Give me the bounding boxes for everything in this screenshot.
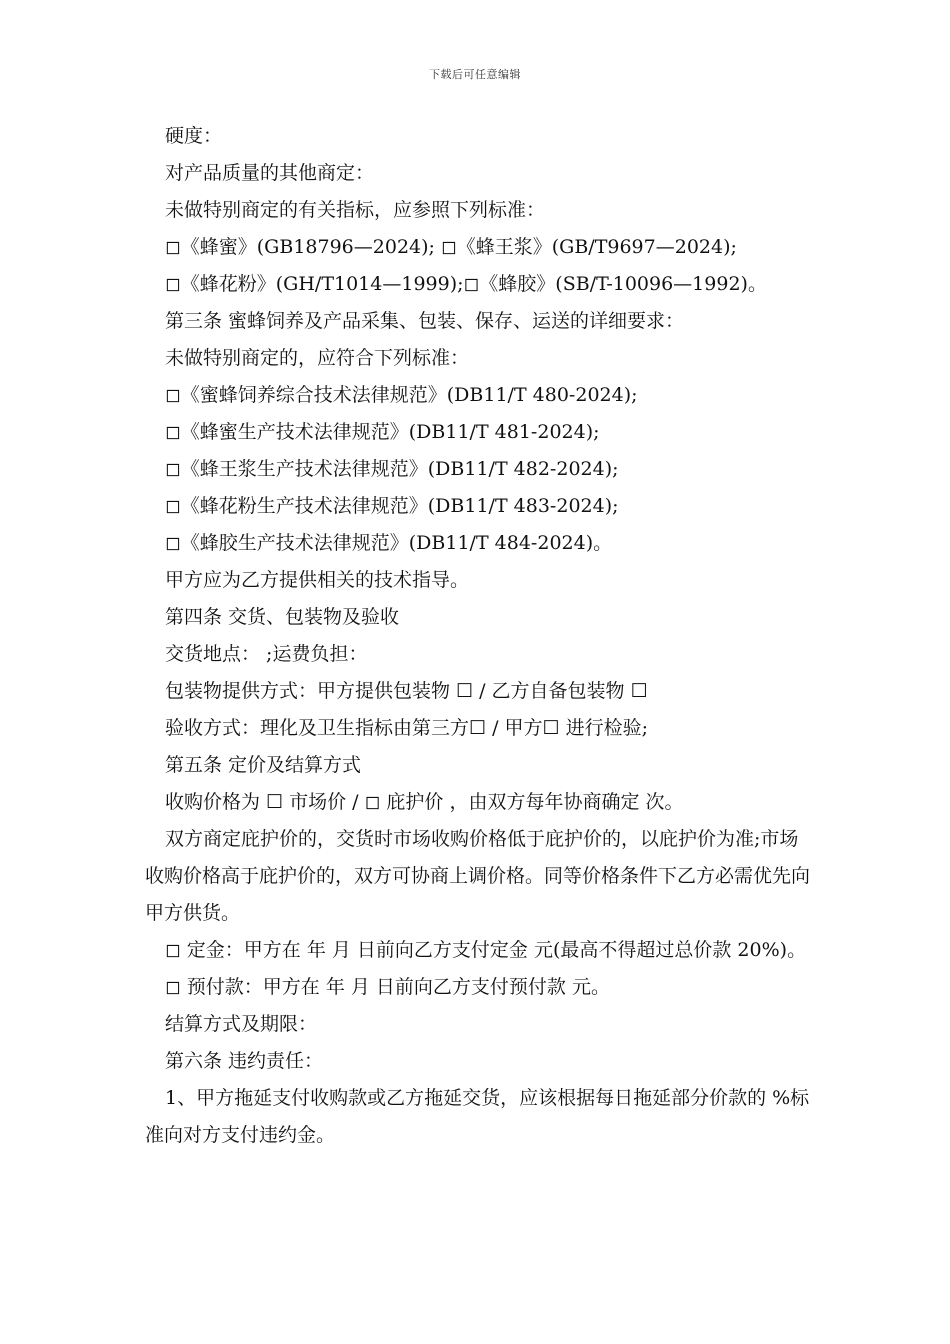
paragraph: 双方商定庇护价的，交货时市场收购价格低于庇护价的，以庇护价为准;市场收购价格高于庇护价的，双方可协商上调价格。同等价格条件下乙方必需优先向甲方供货。 bbox=[145, 828, 811, 924]
text-line: 未做特别商定的，应符合下列标准： bbox=[165, 347, 470, 369]
standard-list-line: ◻《蜂花粉》(GH/T1014—1999);◻《蜂胶》(SB/T-10096—1992)。 bbox=[165, 273, 767, 295]
section-heading: 第六条 违约责任： bbox=[165, 1050, 324, 1072]
standard-list-line: ◻《蜜蜂饲养综合技术法律规范》(DB11/T 480-2024); bbox=[165, 384, 638, 406]
text-line: 甲方应为乙方提供相关的技术指导。 bbox=[165, 569, 470, 591]
section-heading: 第三条 蜜蜂饲养及产品采集、包装、保存、运送的详细要求： bbox=[165, 310, 685, 332]
document-body bbox=[145, 118, 810, 1154]
text-line: 硬度： bbox=[165, 125, 223, 147]
section-heading: 第四条 交货、包装物及验收 bbox=[165, 606, 400, 628]
standard-list-line: ◻《蜂蜜生产技术法律规范》(DB11/T 481-2024); bbox=[165, 421, 600, 443]
text-line: ◻ 预付款：甲方在 年 月 日前向乙方支付预付款 元。 bbox=[165, 976, 610, 998]
paragraph: 1、甲方拖延支付收购款或乙方拖延交货，应该根据每日拖延部分价款的 %标准向对方支付违约金。 bbox=[145, 1087, 810, 1146]
paragraph: ◻ 定金：甲方在 年 月 日前向乙方支付定金 元(最高不得超过总价款 20%)。 bbox=[165, 939, 807, 961]
text-line: 未做特别商定的有关指标，应参照下列标准： bbox=[165, 199, 546, 221]
standard-list-line: ◻《蜂花粉生产技术法律规范》(DB11/T 483-2024); bbox=[165, 495, 619, 517]
text-line: 验收方式：理化及卫生指标由第三方☐ / 甲方☐ 进行检验; bbox=[165, 717, 648, 739]
text-line: 交货地点： ;运费负担： bbox=[165, 643, 368, 665]
standard-list-line: ◻《蜂王浆生产技术法律规范》(DB11/T 482-2024); bbox=[165, 458, 619, 480]
section-heading: 第五条 定价及结算方式 bbox=[165, 754, 362, 776]
page-header: 下载后可任意编辑 bbox=[429, 68, 521, 81]
text-line: 对产品质量的其他商定： bbox=[165, 162, 375, 184]
standard-list-line: ◻《蜂胶生产技术法律规范》(DB11/T 484-2024)。 bbox=[165, 532, 613, 554]
text-line: 收购价格为 ☐ 市场价 / ◻ 庇护价 ，由双方每年协商确定 次。 bbox=[165, 791, 684, 813]
text-line: 包装物提供方式：甲方提供包装物 ☐ / 乙方自备包装物 ☐ bbox=[165, 680, 648, 702]
text-line: 结算方式及期限： bbox=[165, 1013, 318, 1035]
standard-list-line: ◻《蜂蜜》(GB18796—2024); ◻《蜂王浆》(GB/T9697—2024); bbox=[165, 236, 737, 258]
